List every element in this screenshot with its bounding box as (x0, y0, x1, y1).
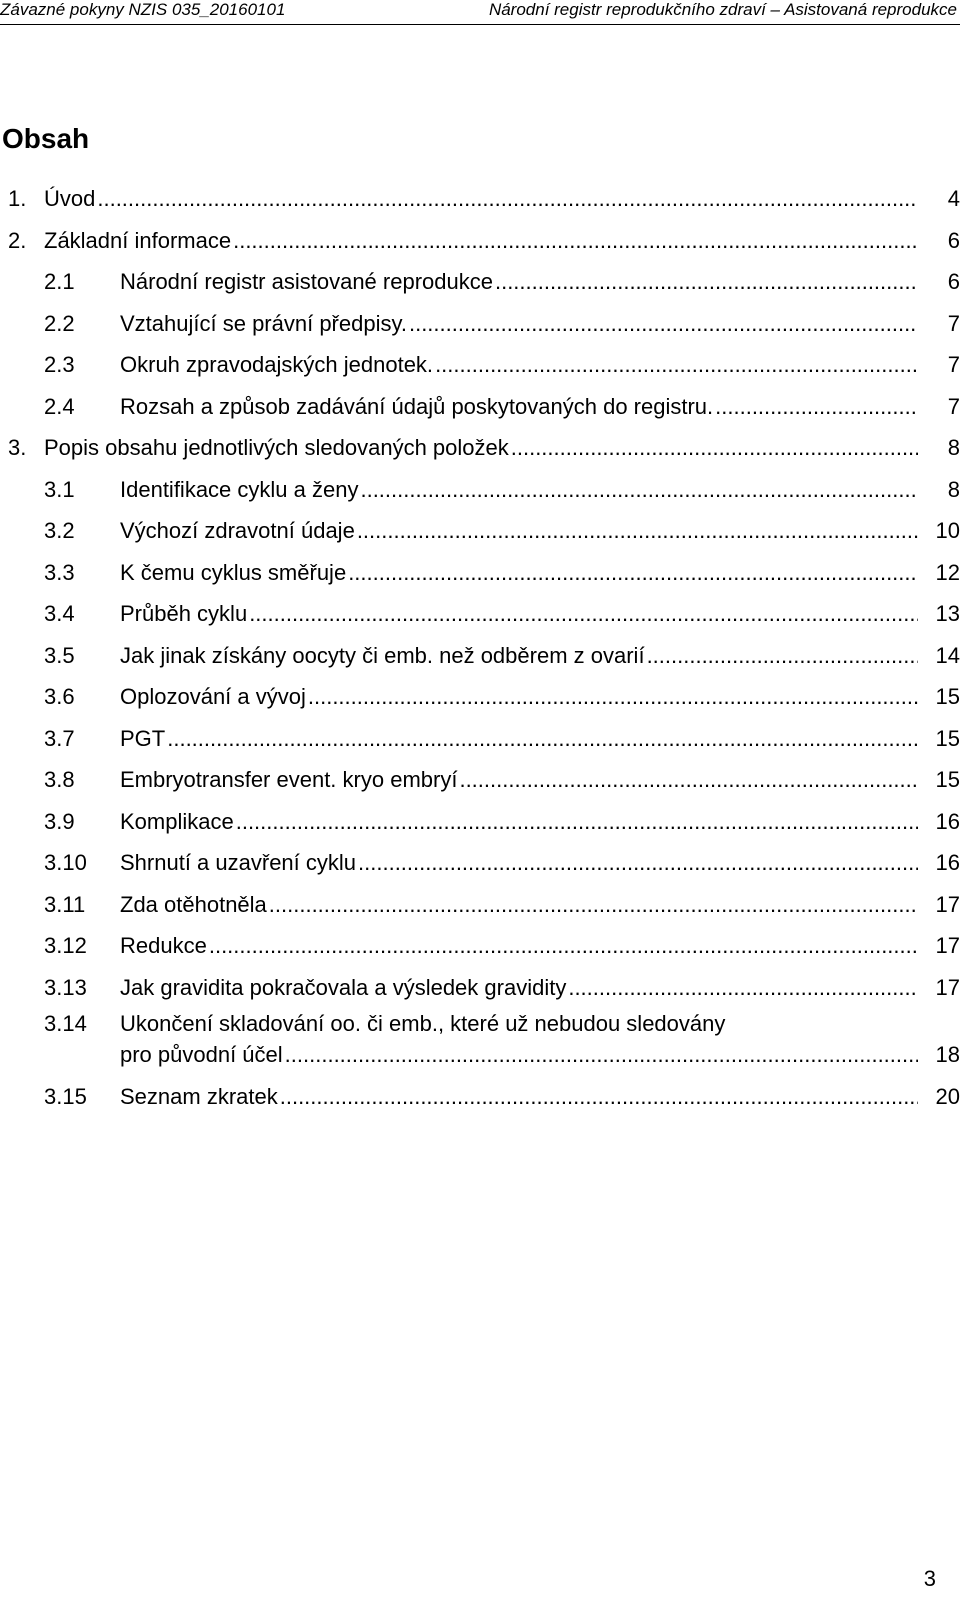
toc-entry-3-15[interactable] (0, 1076, 960, 1118)
toc-entry[interactable] (0, 759, 960, 801)
toc-entry-number: 3.9 (44, 808, 75, 834)
toc-entry-title: Shrnutí a uzavření cyklu (120, 850, 357, 875)
toc-entry-title-line1 (120, 1008, 832, 1039)
toc-entry-page: 17 (935, 933, 960, 958)
toc-entry-title: Průběh cyklu (120, 601, 248, 626)
toc-entry[interactable] (0, 884, 960, 926)
toc-entry-title: Zda otěhotněla (120, 891, 267, 917)
toc-entry-number: 1. (8, 186, 27, 211)
toc-entry[interactable] (0, 593, 960, 635)
toc-dot-leader (348, 552, 918, 594)
toc-entry[interactable] (0, 718, 960, 760)
toc-entry-page: 14 (935, 642, 960, 668)
toc-entry-title: Seznam zkratek (120, 1084, 278, 1109)
toc-entry[interactable] (0, 510, 960, 552)
toc-entry-title: Popis obsahu jednotlivých sledovaných položek (44, 435, 509, 460)
toc-entry-number: 3.15 (44, 1084, 87, 1109)
toc-entry-title: Úvod (44, 186, 96, 211)
toc-dot-leader (435, 344, 918, 386)
toc-entry-number: 3.2 (44, 518, 75, 543)
toc-entry-page: 4 (947, 186, 960, 211)
toc-entry-title: Okruh zpravodajských jednotek. (120, 352, 434, 377)
toc-entry-page: 13 (935, 601, 960, 626)
toc-dot-leader (495, 261, 918, 303)
toc-dot-leader (269, 884, 918, 926)
toc-dot-leader (715, 386, 918, 428)
toc-entry[interactable] (0, 220, 960, 262)
toc-entry[interactable] (0, 552, 960, 594)
toc-entry[interactable] (0, 469, 960, 511)
toc-entry[interactable] (0, 635, 960, 677)
toc-entry-title-text: Ukončení skladování oo. či emb., které už nebudou sledovány (120, 1011, 726, 1036)
toc-entry[interactable] (0, 925, 960, 967)
toc-entry-page: 16 (935, 808, 960, 834)
toc-entry-title: Komplikace (120, 808, 234, 834)
toc-title: Obsah (2, 123, 90, 154)
toc-entry-page: 7 (947, 352, 960, 377)
toc-entry-page: 18 (935, 1042, 960, 1067)
toc-entry-number: 3.3 (44, 559, 75, 585)
toc-dot-leader (308, 676, 918, 718)
toc-entry-number: 3.8 (44, 767, 75, 792)
toc-dot-leader (249, 593, 918, 635)
toc-entry-number: 2.3 (44, 352, 75, 377)
toc-entry-title: Identifikace cyklu a ženy (120, 476, 359, 502)
toc-entry-page: 6 (947, 227, 960, 253)
toc-dot-leader (167, 718, 918, 760)
toc-dot-leader (358, 842, 918, 884)
toc-entry-number: 3.6 (44, 684, 75, 709)
toc-entry[interactable] (0, 344, 960, 386)
toc-entry-page: 15 (935, 684, 960, 709)
toc-entry-page: 16 (935, 850, 960, 875)
toc-entry-title: Redukce (120, 933, 207, 958)
toc-entry[interactable] (0, 386, 960, 428)
toc-entry-page: 7 (947, 310, 960, 336)
toc-entry-page: 7 (947, 393, 960, 419)
toc-dot-leader (357, 510, 918, 552)
toc-entry-number: 3.12 (44, 933, 87, 958)
toc-entry[interactable] (0, 801, 960, 843)
toc-entry-number: 3.13 (44, 974, 87, 1000)
toc-entry[interactable] (0, 261, 960, 303)
toc-entry-page: 8 (947, 435, 960, 460)
toc-entry-title: Jak jinak získány oocyty či emb. než odběrem z ovarií (120, 642, 645, 668)
toc-entry-title: Národní registr asistované reprodukce (120, 269, 493, 294)
footer-page-number: 3 (923, 1566, 936, 1591)
toc-entry[interactable] (0, 178, 960, 220)
toc-entry-number: 3.5 (44, 642, 75, 668)
toc-entry-number: 2.1 (44, 269, 75, 294)
toc-entry[interactable] (0, 676, 960, 718)
toc-entry-number: 3.1 (44, 476, 75, 502)
toc-entry-page: 6 (947, 269, 960, 294)
page-header (0, 0, 960, 25)
toc-entry[interactable] (0, 967, 960, 1009)
toc-entry-title: Rozsah a způsob zadávání údajů poskytovaných do registru. (120, 393, 714, 419)
toc-entry-title: Embryotransfer event. kryo embryí (120, 767, 458, 792)
toc-dot-leader (459, 759, 918, 801)
toc-entry-page: 12 (935, 559, 960, 585)
toc-entry-number: 2.2 (44, 310, 75, 336)
toc-entry-number: 3.4 (44, 601, 75, 626)
toc-entry-title: K čemu cyklus směřuje (120, 559, 347, 585)
toc-entry-title: PGT (120, 725, 166, 751)
toc-entry-page: 15 (935, 767, 960, 792)
toc-dot-leader (236, 801, 918, 843)
toc-entry-number: 3.10 (44, 850, 87, 875)
toc-entry-title: Jak gravidita pokračovala a výsledek gravidity (120, 974, 567, 1000)
toc-entry-title: Výchozí zdravotní údaje (120, 518, 355, 543)
toc-dot-leader (97, 178, 918, 220)
toc-entry[interactable] (0, 427, 960, 469)
toc-dot-leader (511, 427, 918, 469)
toc-entry-title: Základní informace (44, 227, 232, 253)
toc-entry-page: 8 (947, 476, 960, 502)
toc-entry-number: 3. (8, 435, 27, 460)
toc-dot-leader (409, 303, 918, 345)
toc-entry-page: 15 (935, 725, 960, 751)
toc-entry-3-14[interactable] (0, 1008, 960, 1076)
toc-entry-title: Oplozování a vývoj (120, 684, 306, 709)
toc-dot-leader (568, 967, 918, 1009)
toc-dot-leader (285, 1039, 918, 1070)
toc-dot-leader (360, 469, 918, 511)
toc-entry-page: 20 (935, 1084, 960, 1109)
toc-dot-leader (233, 220, 918, 262)
toc-dot-leader (647, 635, 918, 677)
toc-entry[interactable] (0, 303, 960, 345)
toc-entry-number: 2. (8, 227, 27, 253)
toc-entry-number: 3.14 (44, 1011, 87, 1036)
toc-entry-number: 2.4 (44, 393, 75, 419)
toc-dot-leader (280, 1076, 918, 1118)
header-registry-title: Národní registr reprodukčního zdraví – Asistovaná reprodukce (488, 0, 957, 19)
table-of-contents (0, 178, 960, 1118)
toc-entry-title-line2: pro původní účel (120, 1042, 283, 1067)
toc-dot-leader (209, 925, 918, 967)
toc-entry-page: 17 (935, 974, 960, 1000)
toc-entry-number: 3.7 (44, 725, 75, 751)
header-document-id: Závazné pokyny NZIS 035_20160101 (0, 0, 286, 19)
toc-entry[interactable] (0, 842, 960, 884)
toc-entry-page: 10 (935, 518, 960, 543)
toc-entry-number: 3.11 (44, 891, 86, 917)
toc-entry-title: Vztahující se právní předpisy. (120, 310, 407, 336)
toc-entry-page: 17 (935, 891, 960, 917)
